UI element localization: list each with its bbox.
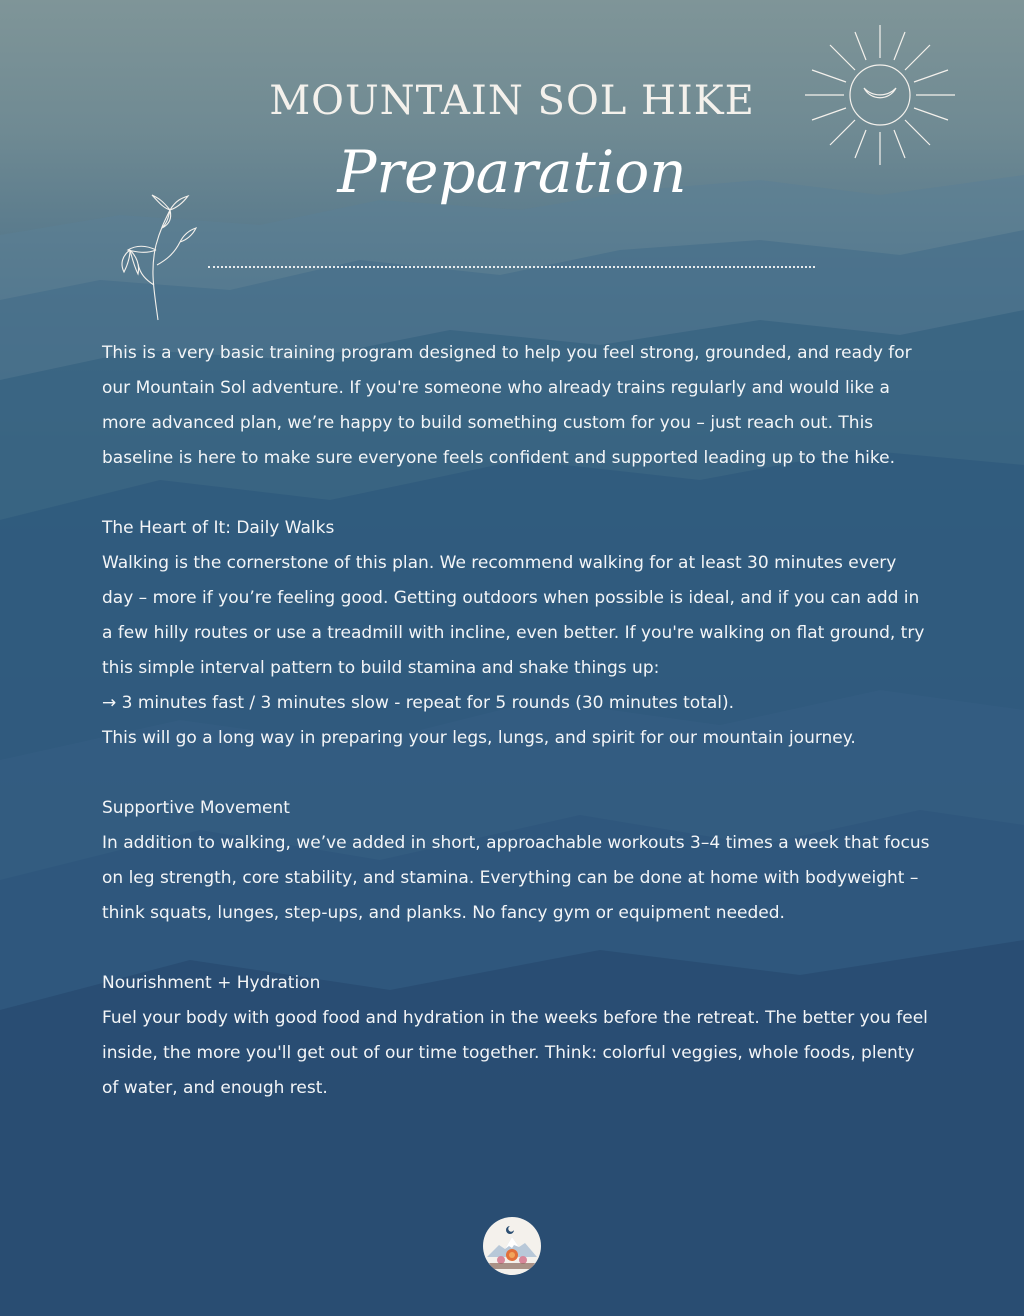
dotted-divider xyxy=(208,266,815,268)
lily-flower-icon xyxy=(110,190,200,325)
section-paragraph: Fuel your body with good food and hydration in the weeks before the retreat. The better you feel inside, the more you'll get out of our time together. Think: colorful veggies, whole foods, plenty of water, and enough rest. xyxy=(102,1008,928,1098)
section-paragraph: Walking is the cornerstone of this plan. We recommend walking for at least 30 minutes every day – more if you’re feeling good. Getting outdoors when possible is ideal, and if you can add in a few hilly routes or use a treadmill with incline, even better. If you're walking on flat ground, try this simple interval pattern to build stamina and shake things up: xyxy=(102,553,925,678)
section-paragraph: This will go a long way in preparing your legs, lungs, and spirit for our mountain journey. xyxy=(102,728,856,748)
intro-paragraph: This is a very basic training program designed to help you feel strong, grounded, and ready for our Mountain Sol adventure. If you're someone who already trains regularly and would like a more advanced plan, we’re happy to build something custom for you – just reach out. This baseline is here to make sure everyone feels confident and supported leading up to the hike. xyxy=(102,343,912,468)
main-content xyxy=(102,336,932,1106)
page-title: MOUNTAIN SOL HIKE xyxy=(269,78,755,124)
interval-instruction: → 3 minutes fast / 3 minutes slow - repeat for 5 rounds (30 minutes total). xyxy=(102,693,735,713)
spacer xyxy=(102,476,932,511)
mountain-sol-logo xyxy=(483,1217,541,1275)
spacer xyxy=(102,931,932,966)
section-heading-nourishment: Nourishment + Hydration xyxy=(102,973,321,993)
script-subtitle: Preparation xyxy=(337,138,687,206)
spacer xyxy=(102,756,932,791)
section-paragraph: In addition to walking, we’ve added in short, approachable workouts 3–4 times a week that focus on leg strength, core stability, and stamina. Everything can be done at home with bodyweight – think squats, lunges, step-ups, and planks. No fancy gym or equipment needed. xyxy=(102,833,930,923)
section-heading-supportive-movement: Supportive Movement xyxy=(102,798,290,818)
section-heading-daily-walks: The Heart of It: Daily Walks xyxy=(102,518,335,538)
